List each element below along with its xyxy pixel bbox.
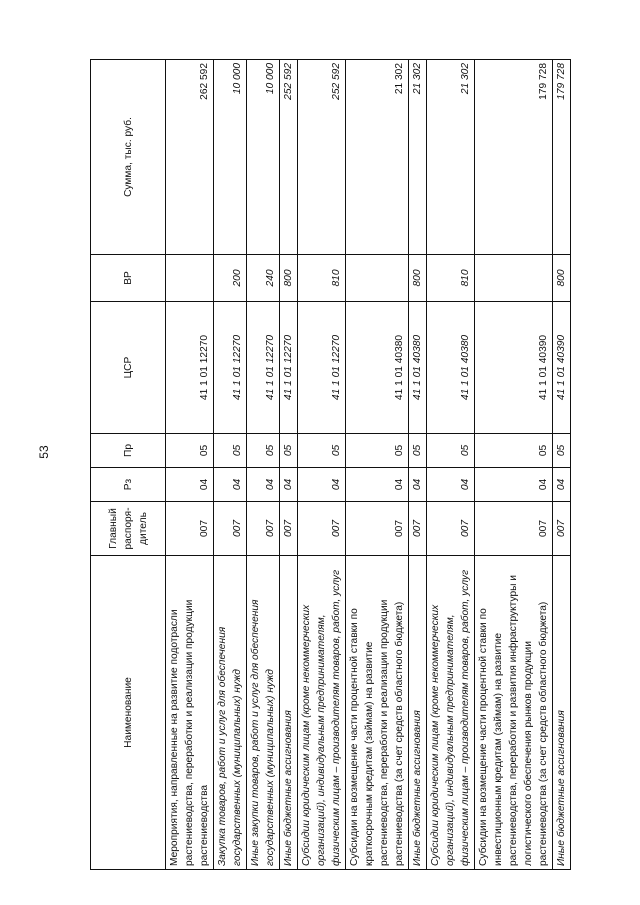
cell-rz: 04 [346, 468, 409, 502]
cell-glav: 007 [280, 502, 298, 556]
cell-pr: 05 [475, 434, 553, 468]
cell-csr: 41 1 01 40380 [346, 302, 409, 434]
header-sum: Сумма, тыс. руб. [91, 60, 166, 255]
cell-name: Субсидии юридическим лицам (кроме некоммерческих организаций), индивидуальным предпринимателям, физическим лицам – производителям товаров, работ, услуг [427, 556, 475, 870]
header-csr: ЦСР [91, 302, 166, 434]
table-body [166, 60, 571, 870]
cell-glav: 007 [409, 502, 427, 556]
table-row [475, 60, 553, 870]
cell-rz: 04 [298, 468, 346, 502]
cell-sum: 179 728 [553, 60, 571, 255]
cell-pr: 05 [553, 434, 571, 468]
cell-sum: 21 302 [346, 60, 409, 255]
cell-name: Иные закупки товаров, работ и услуг для обеспечения государственных (муниципальных) нужд [247, 556, 280, 870]
cell-glav: 007 [166, 502, 214, 556]
table-row [409, 60, 427, 870]
cell-pr: 05 [298, 434, 346, 468]
rotated-sheet [90, 60, 567, 870]
table-row [280, 60, 298, 870]
header-vr: ВР [91, 255, 166, 302]
cell-rz: 04 [427, 468, 475, 502]
cell-rz: 04 [553, 468, 571, 502]
cell-pr: 05 [214, 434, 247, 468]
cell-sum: 21 302 [427, 60, 475, 255]
header-pr: Пр [91, 434, 166, 468]
cell-vr [166, 255, 214, 302]
cell-rz: 04 [280, 468, 298, 502]
page-number: 53 [37, 445, 51, 459]
cell-csr: 41 1 01 12270 [298, 302, 346, 434]
cell-vr: 800 [553, 255, 571, 302]
budget-table [90, 59, 571, 870]
table-row [166, 60, 214, 870]
cell-name: Субсидии на возмещение части процентной ставки по краткосрочным кредитам (займам) на развитие растениеводства, переработки и реализации продукции растениеводства (за счет средств областного бюджета) [346, 556, 409, 870]
cell-pr: 05 [247, 434, 280, 468]
cell-rz: 04 [247, 468, 280, 502]
cell-csr: 41 1 01 40390 [553, 302, 571, 434]
table-row [298, 60, 346, 870]
cell-vr [475, 255, 553, 302]
cell-pr: 05 [280, 434, 298, 468]
cell-sum: 10 000 [214, 60, 247, 255]
cell-name: Мероприятия, направленные на развитие подотрасли растениеводства, переработки и реализации продукции растениеводства [166, 556, 214, 870]
cell-rz: 04 [475, 468, 553, 502]
cell-glav: 007 [298, 502, 346, 556]
table-row [553, 60, 571, 870]
header-row [91, 60, 166, 870]
cell-csr: 41 1 01 12270 [247, 302, 280, 434]
cell-glav: 007 [346, 502, 409, 556]
cell-rz: 04 [409, 468, 427, 502]
cell-sum: 21 302 [409, 60, 427, 255]
header-rz: Рз [91, 468, 166, 502]
cell-sum: 252 592 [298, 60, 346, 255]
cell-sum: 179 728 [475, 60, 553, 255]
cell-csr: 41 1 01 40380 [409, 302, 427, 434]
table-row [427, 60, 475, 870]
cell-sum: 252 592 [280, 60, 298, 255]
header-name: Наименование [91, 556, 166, 870]
cell-glav: 007 [475, 502, 553, 556]
cell-glav: 007 [247, 502, 280, 556]
cell-vr: 810 [298, 255, 346, 302]
cell-vr [346, 255, 409, 302]
cell-pr: 05 [346, 434, 409, 468]
table-row [247, 60, 280, 870]
cell-csr: 41 1 01 40380 [427, 302, 475, 434]
header-glav: Главный распоря-дитель [91, 502, 166, 556]
cell-csr: 41 1 01 40390 [475, 302, 553, 434]
cell-csr: 41 1 01 12270 [280, 302, 298, 434]
cell-vr: 810 [427, 255, 475, 302]
cell-vr: 800 [409, 255, 427, 302]
cell-name: Иные бюджетные ассигнования [553, 556, 571, 870]
cell-vr: 800 [280, 255, 298, 302]
cell-name: Субсидии на возмещение части процентной ставки по инвестиционным кредитам (займам) на развитие растениеводства, переработки и развития инфраструктуры и логистического обеспечения рынков продукции растениеводства (за счет средств областного бюджета) [475, 556, 553, 870]
cell-pr: 05 [409, 434, 427, 468]
cell-glav: 007 [214, 502, 247, 556]
cell-name: Иные бюджетные ассигнования [409, 556, 427, 870]
cell-pr: 05 [427, 434, 475, 468]
cell-name: Иные бюджетные ассигнования [280, 556, 298, 870]
cell-csr: 41 1 01 12270 [166, 302, 214, 434]
cell-vr: 200 [214, 255, 247, 302]
cell-rz: 04 [166, 468, 214, 502]
cell-glav: 007 [427, 502, 475, 556]
cell-glav: 007 [553, 502, 571, 556]
cell-name: Субсидии юридическим лицам (кроме некоммерческих организаций), индивидуальным предпринимателям, физическим лицам – производителям товаров, работ, услуг [298, 556, 346, 870]
table-row [214, 60, 247, 870]
table-row [346, 60, 409, 870]
cell-name: Закупка товаров, работ и услуг для обеспечения государственных (муниципальных) нужд [214, 556, 247, 870]
cell-rz: 04 [214, 468, 247, 502]
cell-vr: 240 [247, 255, 280, 302]
cell-sum: 10 000 [247, 60, 280, 255]
cell-sum: 262 592 [166, 60, 214, 255]
cell-pr: 05 [166, 434, 214, 468]
cell-csr: 41 1 01 12270 [214, 302, 247, 434]
table-frame [90, 60, 567, 870]
